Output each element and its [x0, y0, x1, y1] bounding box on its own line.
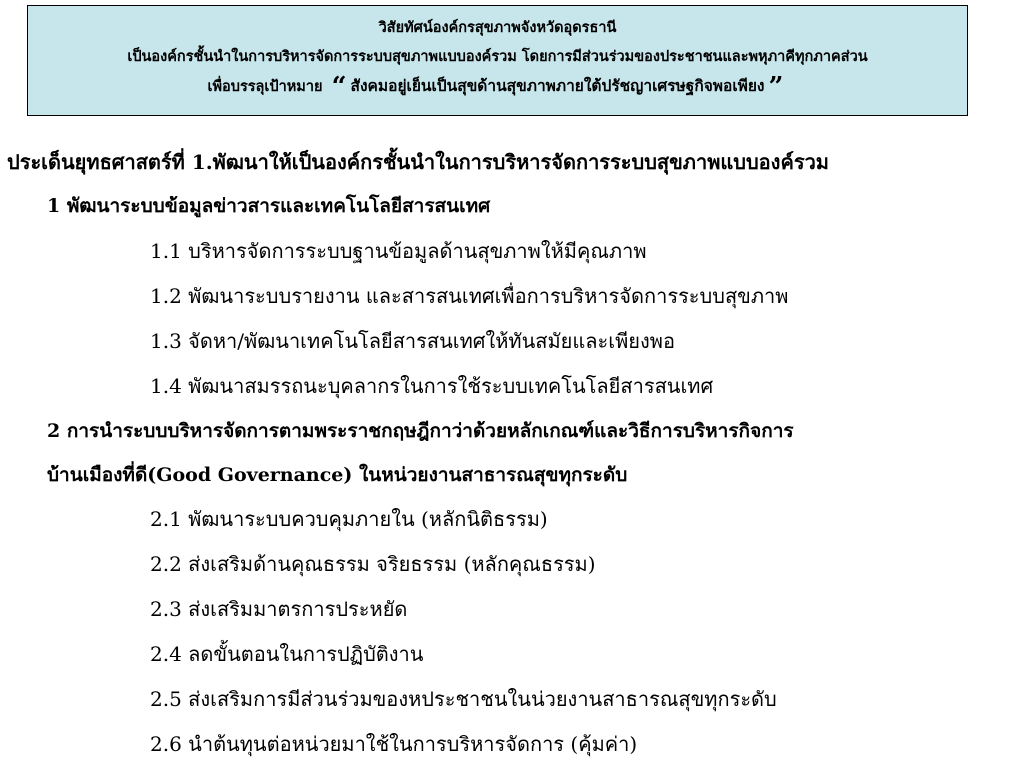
goal-2-heading-line-2: บ้านเมืองที่ดี(Good Governance) ในหน่วยงานสาธารณสุขทุกระดับ [47, 464, 628, 486]
goal-2-item-5: 2.5 ส่งเสริมการมีส่วนร่วมของหประชาชนในน่วยงานสาธารณสุขทุกระดับ [150, 687, 777, 711]
goal-2-heading-line-1: 2 การนำระบบบริหารจัดการตามพระราชกฤษฎีกาว่าด้วยหลักเกณฑ์และวิธีการบริหารกิจการ [47, 420, 794, 442]
goal-1-item-2: 1.2 พัฒนาระบบรายงาน และสารสนเทศเพื่อการบริหารจัดการระบบสุขภาพ [150, 284, 789, 308]
goal-1-item-3: 1.3 จัดหา/พัฒนาเทคโนโลยีสารสนเทศให้ทันสมัยและเพียงพอ [150, 329, 675, 353]
goal-1-item-1: 1.1 บริหารจัดการระบบฐานข้อมูลด้านสุขภาพให้มีคุณภาพ [150, 239, 647, 263]
vision-title: วิสัยทัศน์องค์กรสุขภาพจังหวัดอุดรธานี [378, 19, 617, 36]
strategic-issue-heading: ประเด็นยุทธศาสตร์ที่ 1.พัฒนาให้เป็นองค์กรชั้นนำในการบริหารจัดการระบบสุขภาพแบบองค์รวม [7, 150, 829, 174]
close-quote: ” [768, 72, 784, 102]
goal-2-item-3: 2.3 ส่งเสริมมาตรการประหยัด [150, 597, 408, 621]
goal-2-item-4: 2.4 ลดขั้นตอนในการปฏิบัติงาน [150, 642, 424, 666]
goal-2-item-6: 2.6 นำต้นทุนต่อหน่วยมาใช้ในการบริหารจัดการ (คุ้มค่า) [150, 732, 638, 756]
open-quote: “ [331, 72, 347, 102]
goal-1-heading: 1 พัฒนาระบบข้อมูลข่าวสารและเทคโนโลยีสารสนเทศ [47, 195, 491, 217]
vision-statement: เป็นองค์กรชั้นนำในการบริหารจัดการระบบสุขภาพแบบองค์รวม โดยการมีส่วนร่วมของประชาชนและพหุภาคีทุกภาคส่วน [127, 48, 868, 65]
goal-2-item-1: 2.1 พัฒนาระบบควบคุมภายใน (หลักนิติธรรม) [150, 507, 548, 531]
vision-motto: สังคมอยู่เย็นเป็นสุขด้านสุขภาพภายใต้ปรัชญาเศรษฐกิจพอเพียง [350, 76, 765, 95]
goal-1-item-4: 1.4 พัฒนาสมรรถนะบุคลากรในการใช้ระบบเทคโนโลยีสารสนเทศ [150, 374, 714, 398]
vision-box [27, 5, 968, 116]
vision-goal-prefix: เพื่อบรรลุเป้าหมาย [207, 78, 323, 95]
goal-2-item-2: 2.2 ส่งเสริมด้านคุณธรรม จริยธรรม (หลักคุณธรรม) [150, 552, 596, 576]
vision-goal-line [28, 71, 967, 100]
